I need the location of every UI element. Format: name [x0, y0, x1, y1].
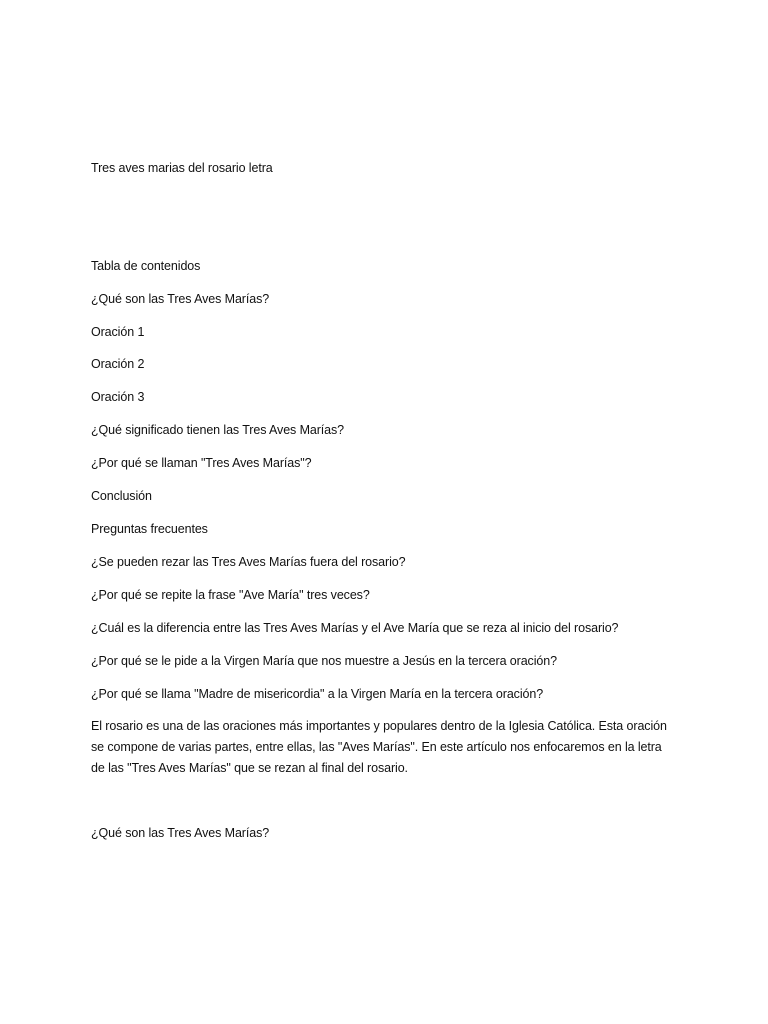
- toc-item-diferencia: ¿Cuál es la diferencia entre las Tres Aves Marías y el Ave María que se reza al inicio del rosario?: [91, 621, 619, 635]
- toc-item-muestre-a-jesus: ¿Por qué se le pide a la Virgen María que nos muestre a Jesús en la tercera oración?: [91, 654, 557, 668]
- toc-item-significado: ¿Qué significado tienen las Tres Aves Marías?: [91, 423, 345, 437]
- toc-item-por-que-se-llaman: ¿Por qué se llaman "Tres Aves Marías"?: [91, 456, 312, 470]
- toc-item-oracion-2: Oración 2: [91, 357, 145, 371]
- toc-item-madre-de-misericordia: ¿Por qué se llama "Madre de misericordia" a la Virgen María en la tercera oración?: [91, 687, 544, 701]
- toc-item-fuera-del-rosario: ¿Se pueden rezar las Tres Aves Marías fuera del rosario?: [91, 555, 406, 569]
- intro-line: de las "Tres Aves Marías" que se rezan al final del rosario.: [91, 761, 408, 775]
- section-heading: ¿Qué son las Tres Aves Marías?: [91, 826, 270, 840]
- toc-item-oracion-1: Oración 1: [91, 325, 145, 339]
- toc-item-conclusion: Conclusión: [91, 489, 152, 503]
- toc-heading: Tabla de contenidos: [91, 259, 201, 273]
- document-title: Tres aves marias del rosario letra: [91, 161, 273, 175]
- intro-line: El rosario es una de las oraciones más importantes y populares dentro de la Iglesia Católica. Esta oración: [91, 719, 667, 733]
- toc-item-que-son: ¿Qué son las Tres Aves Marías?: [91, 292, 270, 306]
- toc-item-preguntas-frecuentes: Preguntas frecuentes: [91, 522, 208, 536]
- intro-line: se compone de varias partes, entre ellas, las "Aves Marías". En este artículo nos enfocaremos en la letra: [91, 740, 662, 754]
- toc-item-tres-veces: ¿Por qué se repite la frase "Ave María" tres veces?: [91, 588, 370, 602]
- intro-paragraph: [91, 716, 691, 779]
- toc-item-oracion-3: Oración 3: [91, 390, 145, 404]
